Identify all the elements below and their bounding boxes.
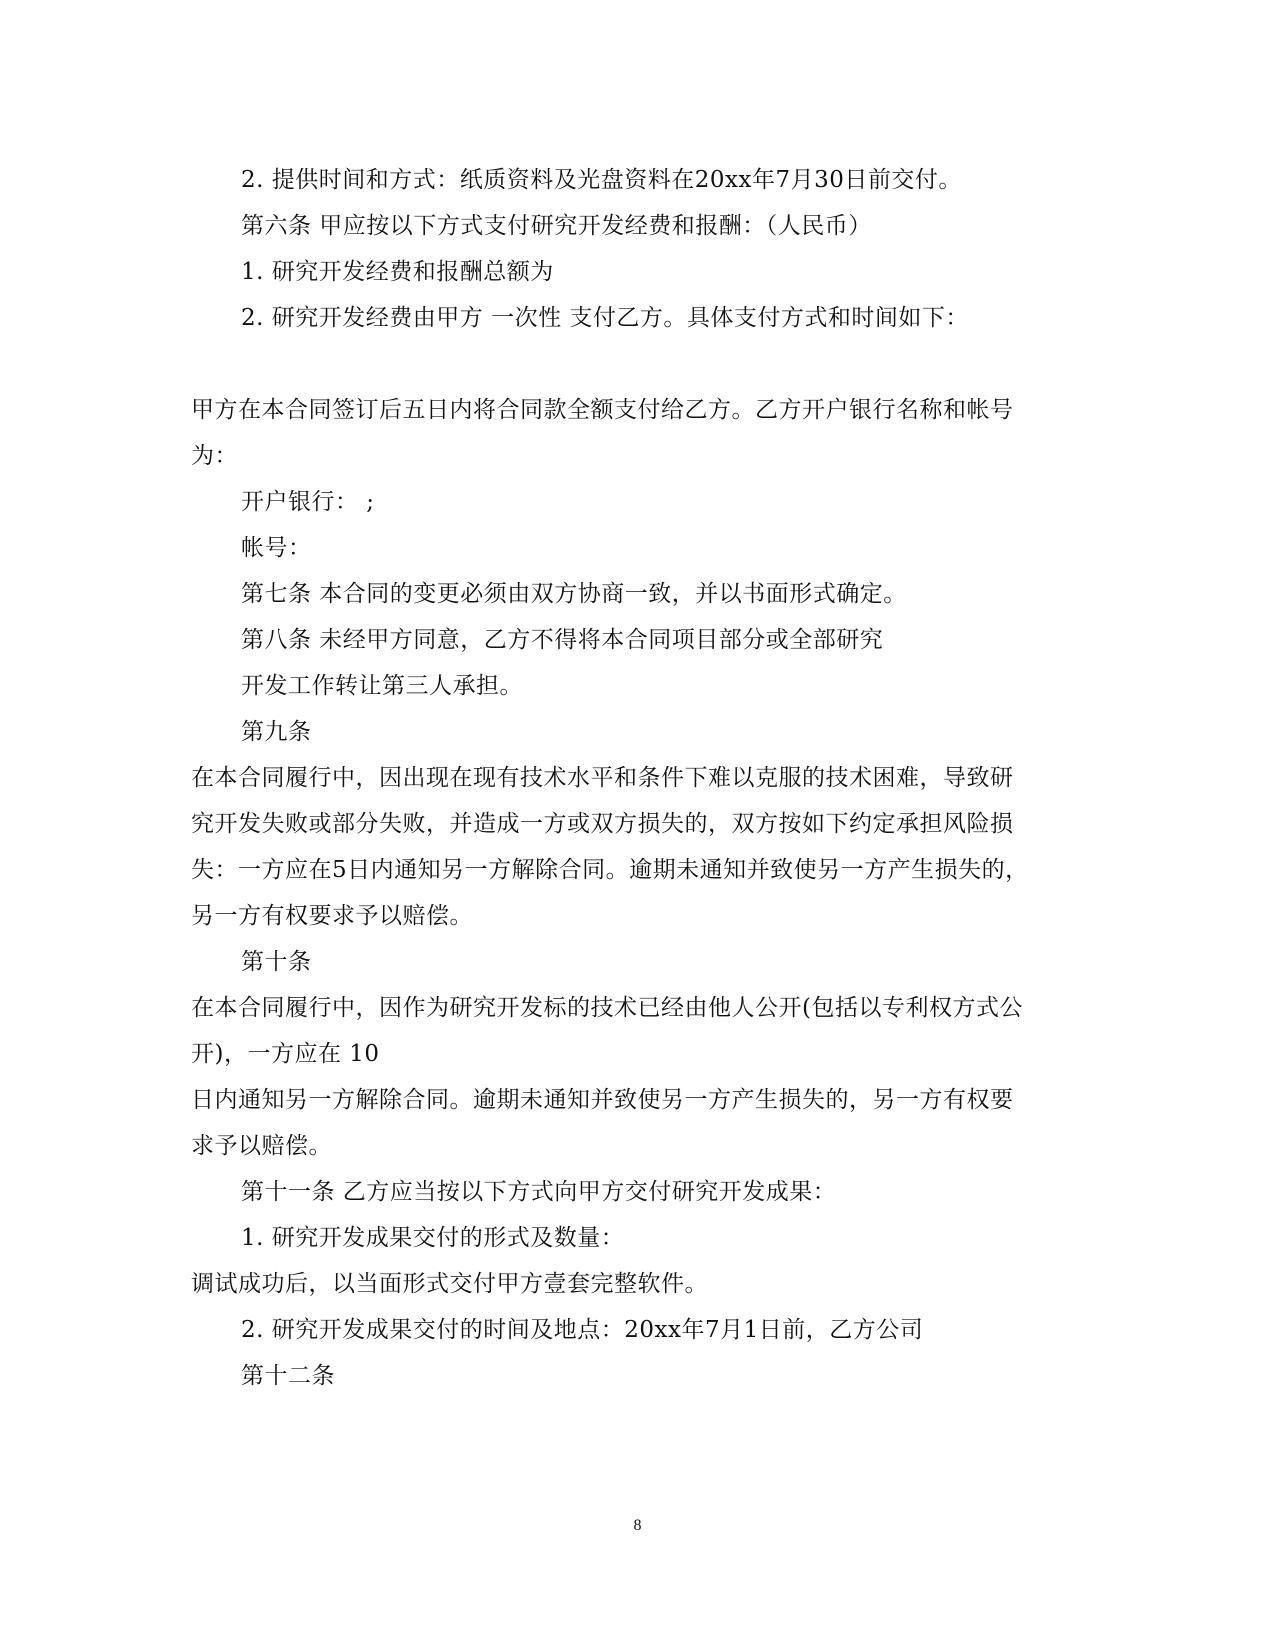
paragraph-line: 究开发失败或部分失败，并造成一方或双方损失的，双方按如下约定承担风险损 (191, 811, 1014, 837)
paragraph-line: 在本合同履行中，因作为研究开发标的技术已经由他人公开(包括以专利权方式公 (191, 995, 1023, 1021)
article-7-heading: 第七条 本合同的变更必须由双方协商一致，并以书面形式确定。 (241, 581, 907, 607)
bank-name-line: 开户银行： ; (241, 489, 375, 515)
paragraph-line: 甲方在本合同签订后五日内将合同款全额支付给乙方。乙方开户银行名称和帐号 (191, 397, 1014, 423)
paragraph-line: 日内通知另一方解除合同。逾期未通知并致使另一方产生损失的，另一方有权要 (191, 1087, 1014, 1113)
paragraph-line: 1. 研究开发经费和报酬总额为 (241, 259, 554, 285)
paragraph-line: 失：一方应在5日内通知另一方解除合同。逾期未通知并致使另一方产生损失的， (191, 857, 1029, 883)
paragraph-line: 2. 研究开发经费由甲方 一次性 支付乙方。具体支付方式和时间如下： (241, 305, 969, 331)
account-number-line: 帐号： (241, 535, 312, 561)
article-9-heading: 第九条 (241, 719, 312, 745)
article-10-heading: 第十条 (241, 949, 312, 975)
article-11-heading: 第十一条 乙方应当按以下方式向甲方交付研究开发成果： (241, 1179, 837, 1205)
article-6-heading: 第六条 甲应按以下方式支付研究开发经费和报酬：（人民币） (241, 213, 872, 239)
paragraph-line: 2. 提供时间和方式：纸质资料及光盘资料在20xx年7月30日前交付。 (241, 167, 962, 193)
paragraph-line: 求予以赔偿。 (191, 1133, 332, 1159)
paragraph-line: 另一方有权要求予以赔偿。 (191, 903, 473, 929)
paragraph-line: 开发工作转让第三人承担。 (241, 673, 523, 699)
paragraph-line: 1. 研究开发成果交付的形式及数量： (241, 1225, 625, 1251)
article-8-heading: 第八条 未经甲方同意，乙方不得将本合同项目部分或全部研究 (241, 627, 884, 653)
article-12-heading: 第十二条 (241, 1363, 335, 1389)
paragraph-line: 调试成功后，以当面形式交付甲方壹套完整软件。 (191, 1271, 708, 1297)
paragraph-line: 2. 研究开发成果交付的时间及地点：20xx年7月1日前，乙方公司 (241, 1317, 924, 1343)
paragraph-line: 为： (191, 443, 238, 469)
page-number: 8 (633, 1517, 642, 1534)
paragraph-line: 开)，一方应在 10 (191, 1041, 380, 1067)
paragraph-line: 在本合同履行中，因出现在现有技术水平和条件下难以克服的技术困难，导致研 (191, 765, 1014, 791)
